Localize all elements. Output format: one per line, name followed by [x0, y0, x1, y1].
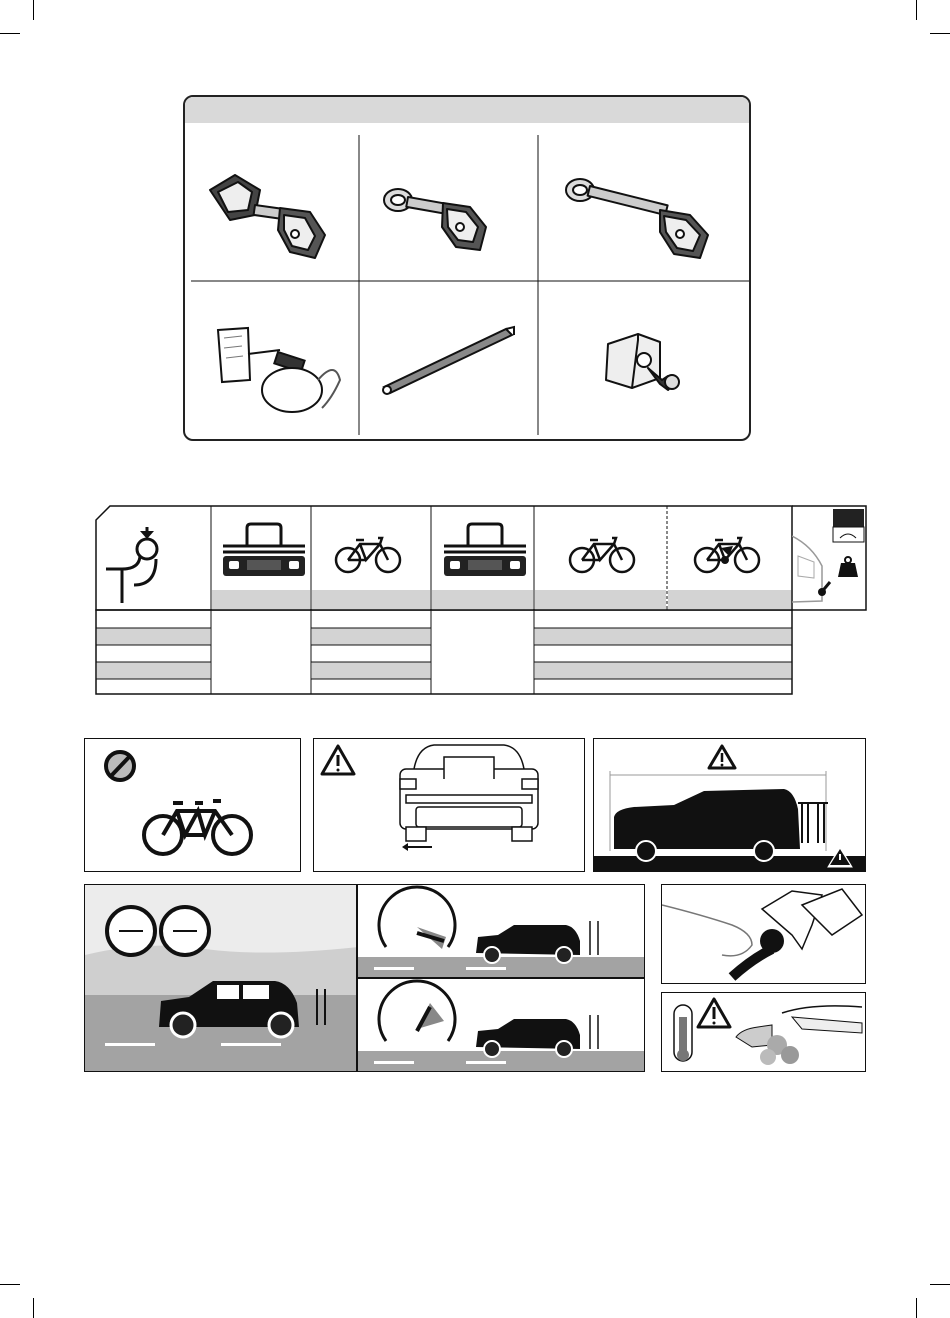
exhaust-heat-panel	[661, 992, 866, 1072]
crop-mark	[916, 0, 917, 20]
speedometer-icon	[358, 885, 645, 978]
lock-key-icon	[598, 330, 688, 405]
crop-mark	[33, 1298, 34, 1318]
width-warning-icon	[314, 739, 585, 872]
speed-limit-panel	[84, 884, 357, 1072]
clean-connector-panel	[661, 884, 866, 984]
bike-arm-extended-icon	[560, 170, 730, 265]
rack-icon	[221, 522, 307, 580]
bicycle-icon	[334, 532, 402, 576]
tow-ball-icon	[100, 525, 170, 607]
bike-arm-short-icon	[378, 175, 498, 260]
crop-mark	[33, 0, 34, 20]
bicycle-icon	[568, 532, 636, 576]
speedometer-icon	[358, 979, 645, 1072]
crop-mark	[930, 1284, 950, 1285]
mirror-extension-icon	[210, 320, 345, 435]
exhaust-heat-icon	[662, 993, 866, 1072]
rack-icon	[442, 522, 528, 580]
clean-connector-icon	[662, 885, 866, 984]
speedometer-panel	[357, 884, 645, 978]
crop-mark	[930, 33, 950, 34]
rod-icon	[380, 325, 520, 400]
width-warning-panel	[313, 738, 585, 872]
speedometer-panel-2	[357, 978, 645, 1072]
length-warning-panel	[593, 738, 866, 872]
tandem-prohibited-panel	[84, 738, 301, 872]
e-bike-icon	[693, 532, 761, 576]
crop-mark	[0, 1284, 20, 1285]
tandem-prohibited-icon	[85, 739, 301, 872]
crop-mark	[916, 1298, 917, 1318]
weight-icon	[836, 555, 860, 579]
crop-mark	[0, 33, 20, 34]
bike-arm-long-icon	[200, 160, 340, 270]
length-warning-icon	[594, 739, 866, 872]
speed-limit-icon	[85, 885, 357, 1072]
